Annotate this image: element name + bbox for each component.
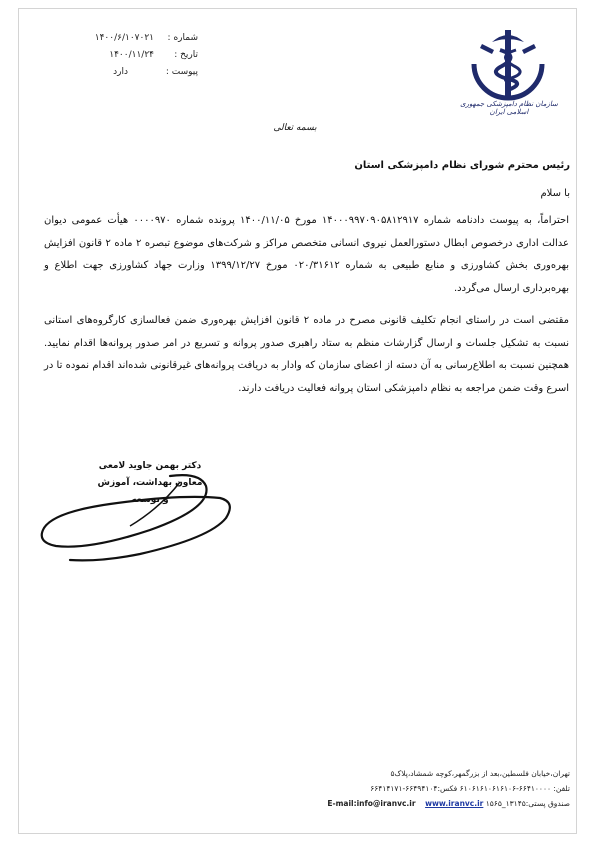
number-label: شماره : (167, 33, 198, 43)
footer-email[interactable]: E-mail:info@iranvc.ir (327, 799, 416, 808)
letter-attachment (68, 64, 198, 81)
attachment-value: دارد (113, 67, 128, 77)
footer-fax: فکس:۶۶۴۹۴۱۰۴-۶۶۴۱۴۱۷۱ (370, 784, 458, 793)
letter-date (68, 47, 198, 64)
footer-po-box: صندوق پستی:۱۳۱۴۵_۱۵۶۵ (485, 799, 570, 808)
signatory-name: دکتر بهمن جاوید لامعی (98, 461, 202, 471)
footer (165, 766, 570, 811)
date-value: ۱۴۰۰/۱۱/۲۴ (109, 50, 154, 60)
footer-phone: تلفن: ۶۶۴۱۰۰۰۰-۶۱۰۶۱۶۱۰۶۱۶۱۰۶ (459, 784, 570, 793)
letter-meta (68, 30, 198, 81)
footer-postal-online (165, 796, 570, 811)
handwritten-signature (30, 468, 240, 568)
date-label: تاریخ : (174, 50, 198, 60)
footer-website-link[interactable]: www.iranvc.ir (425, 799, 484, 808)
signatory-title: معاون بهداشت، آموزش و توسعه (97, 478, 203, 505)
greeting: با سلام (540, 188, 570, 199)
footer-phone-fax (165, 781, 570, 796)
body-paragraph-2: مقتضی است در راستای انجام تکلیف قانونی مصرح در ماده ۲ قانون افزایش بهره‌وری ضمن فعالسازی کارگروه‌های استانی نسبت به تشکیل جلسات و ارسال گزارشات منظم به ستاد راهبری صدور پروانه و تسریع در امر صدور پروانه‌ها اقدام نمایید. همچنین نسبت به اطلاع‌رسانی به آن دسته از اعضای سازمان که وادار به دریافت پروانه‌های غیرقانونی شده‌اند اقدام نموده تا در اسرع وقت ضمن مراجعه به نظام دامپزشکی استان پروانه فعالیت دریافت دارند. (44, 315, 569, 394)
attachment-label: پیوست : (165, 67, 198, 77)
letter-number (68, 30, 198, 47)
organization-name: سازمان نظام دامپزشکی جمهوری اسلامی ایران (460, 100, 558, 116)
recipient: رئیس محترم شورای نظام دامپزشکی استان (354, 160, 570, 171)
footer-address: تهران،خیابان فلسطین،بعد از بزرگمهر،کوچه شمشاد،پلاک۵ (390, 769, 570, 778)
body-paragraph-1: احتراماً، به پیوست دادنامه شماره ۱۴۰۰۰۹۹۷۰۹۰۵۸۱۲۹۱۷ مورخ ۱۴۰۰/۱۱/۰۵ پرونده شماره ۰۰۰۰۹۷۰ هیأت عمومی دیوان عدالت اداری درخصوص ابطال دستورالعمل نیروی انسانی متخصص مراکز و شرکت‌های موضوع تبصره ۲ ماده ۲ قانون افزایش بهره‌وری بخش کشاورزی و منابع طبیعی به شماره ۰۲۰/۳۱۶۱۲ مورخ ۱۳۹۹/۱۲/۲۷ وزارت جهاد کشاورزی جهت اطلاع و بهره‌برداری ارسال می‌گردد. (44, 215, 570, 294)
heading-mark: بسمه تعالی (273, 123, 317, 133)
number-value: ۱۴۰۰/۶/۱۰۷۰۲۱ (94, 33, 154, 43)
